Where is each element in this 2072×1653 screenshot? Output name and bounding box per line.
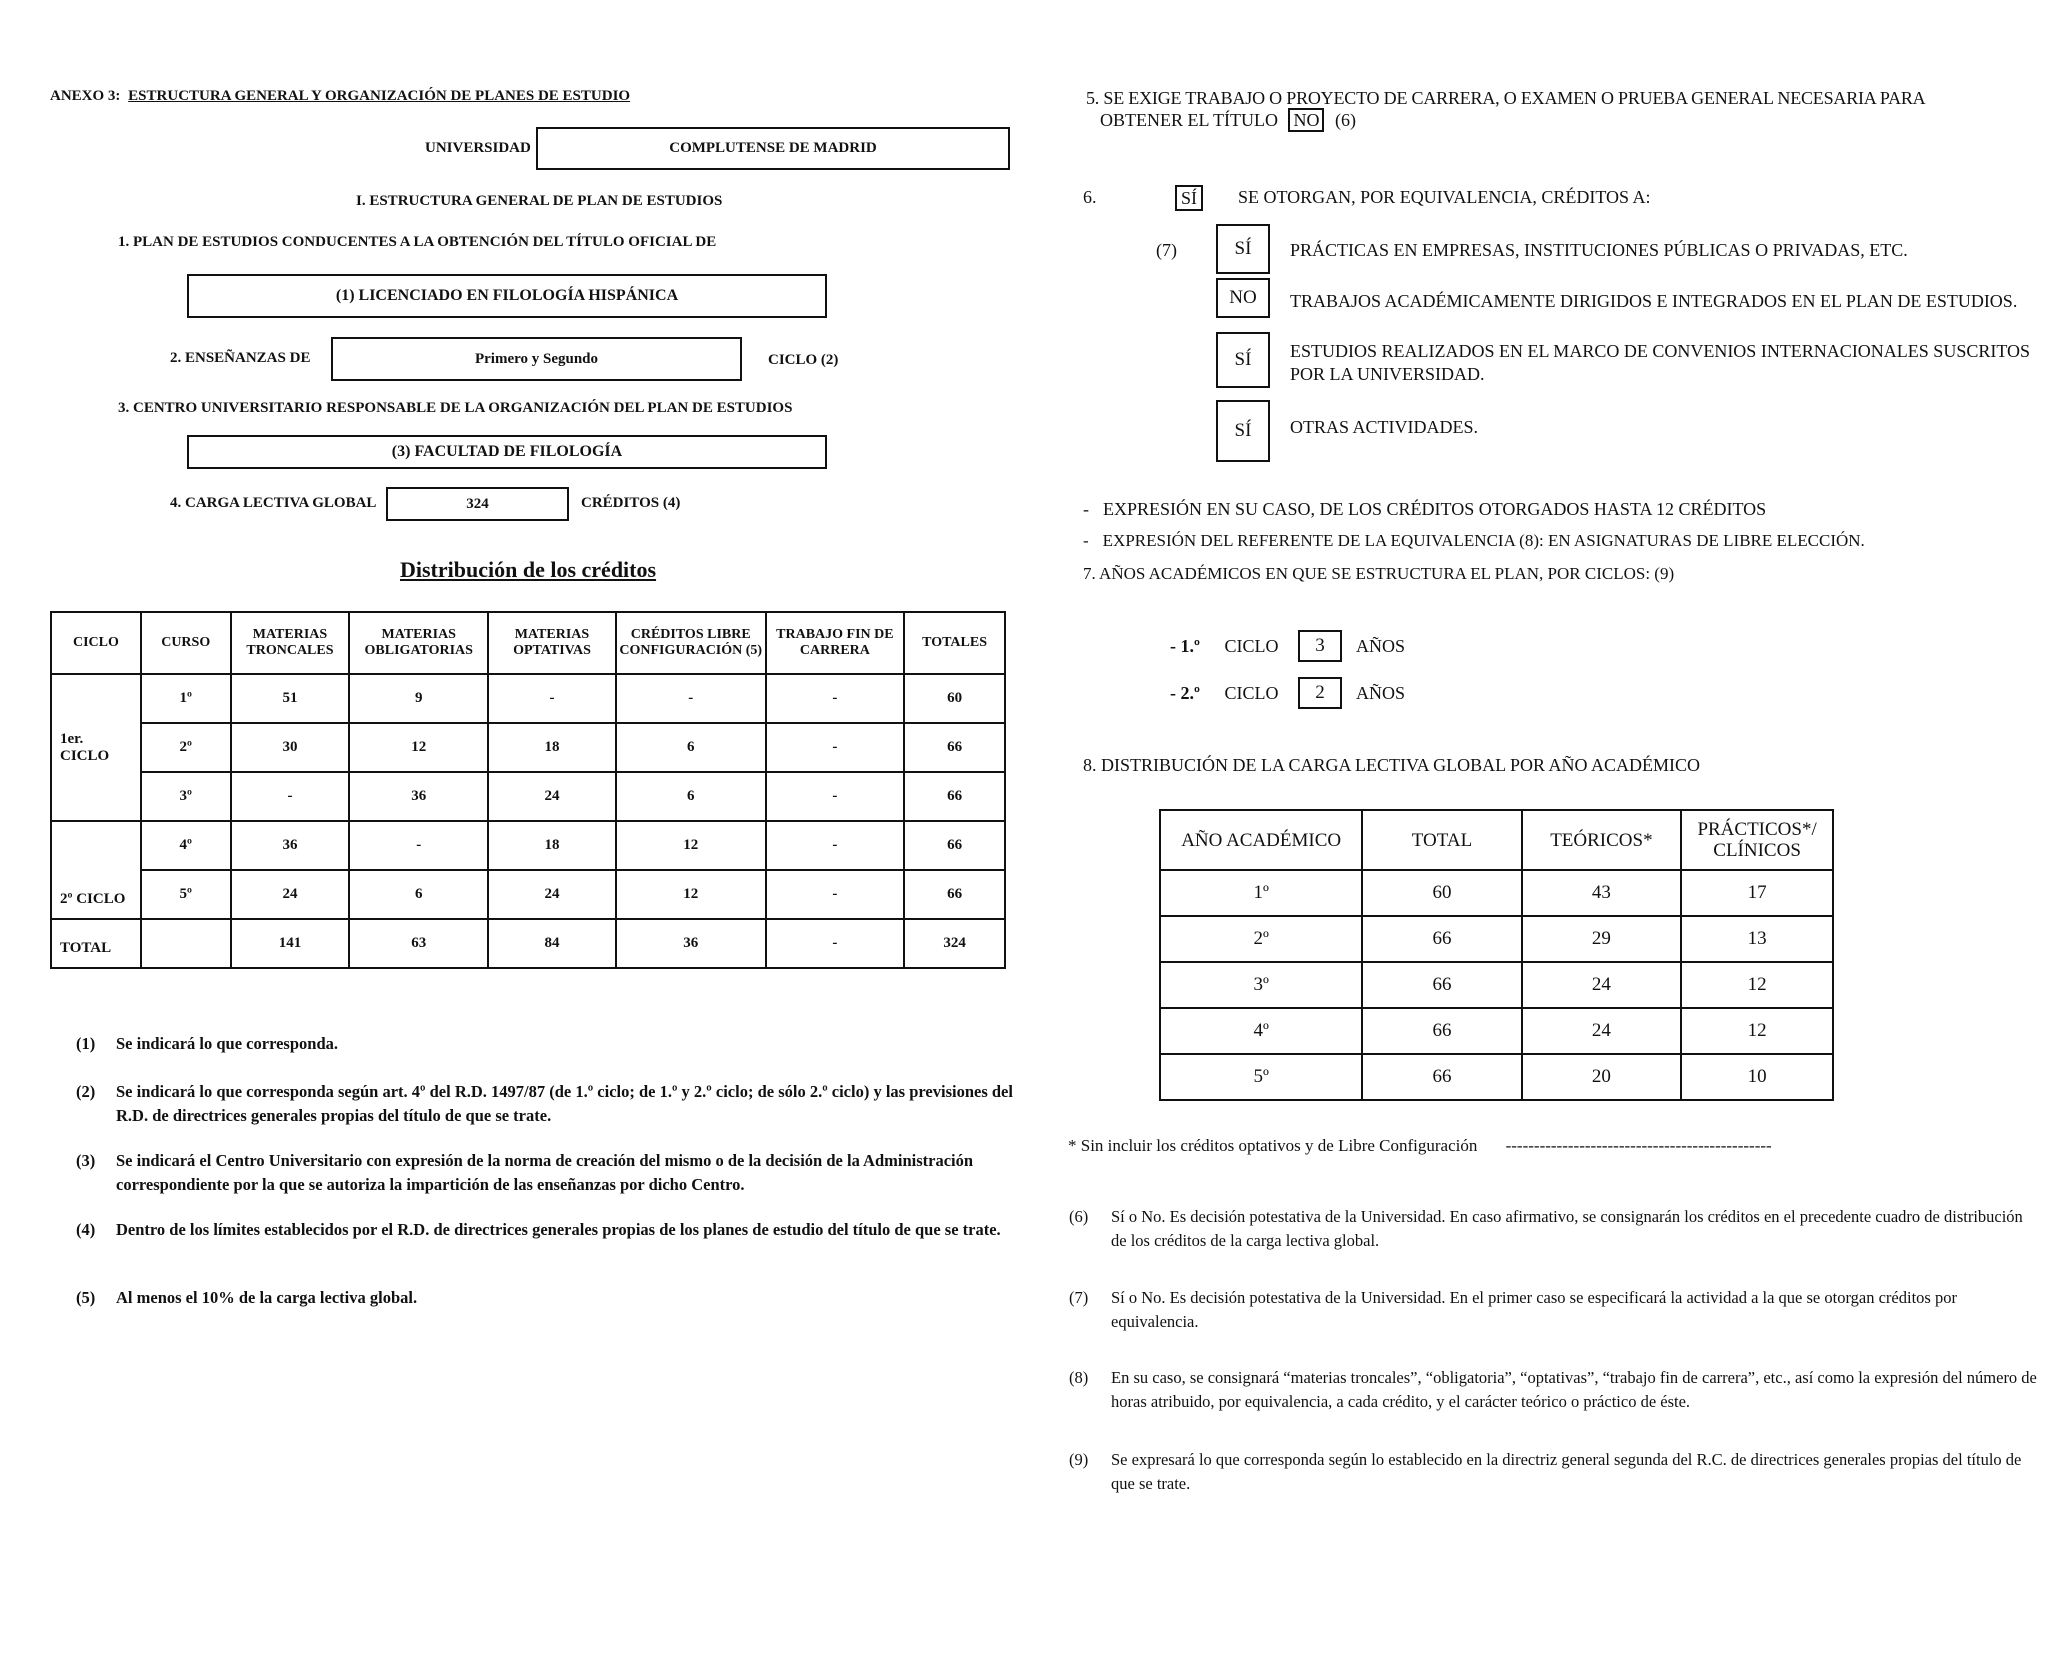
ciclo-label: CICLO (1224, 636, 1279, 656)
year-cell: 1º (1160, 870, 1362, 916)
note-number: (6) (1069, 1207, 1089, 1226)
star-footnote (1068, 1136, 1772, 1156)
right-note-6 (1069, 1205, 2039, 1253)
total-cell: 60 (1362, 870, 1521, 916)
trabajo-cell: - (766, 674, 905, 723)
right-note-8 (1069, 1366, 2039, 1414)
table-total-row (51, 919, 1005, 968)
right-note-7 (1069, 1286, 2039, 1334)
total-curso-cell (141, 919, 231, 968)
distribution-table (50, 611, 1006, 969)
star-footnote-dashes: ----------------------------------------------- (1505, 1136, 1772, 1155)
item7-text: 7. AÑOS ACADÉMICOS EN QUE SE ESTRUCTURA EL PLAN, POR CICLOS: (9) (1083, 564, 1675, 583)
ciclo-1-unit: AÑOS (1356, 636, 1406, 656)
bullet-dash: - (1083, 531, 1089, 550)
equiv-answer-text: NO (1229, 287, 1257, 308)
item6-answer-box: SÍ (1175, 185, 1203, 211)
expresion-1 (1083, 499, 1766, 520)
curso-cell: 3º (141, 772, 231, 821)
total-troncales-cell: 141 (231, 919, 350, 968)
header-teoricos: TEÓRICOS* (1522, 810, 1682, 870)
obligatorias-cell: 36 (349, 772, 488, 821)
table-row (1160, 1008, 1833, 1054)
optativas-cell: 18 (488, 821, 616, 870)
equiv-answer-text: SÍ (1234, 238, 1252, 259)
ciclo-2-unit: AÑOS (1356, 683, 1406, 703)
troncales-cell: 36 (231, 821, 350, 870)
teoricos-cell: 43 (1522, 870, 1682, 916)
table-row (1160, 916, 1833, 962)
ciclo-2-cell (51, 821, 141, 919)
totales-cell: 66 (904, 870, 1005, 919)
practicos-cell: 13 (1681, 916, 1833, 962)
left-note-5 (76, 1286, 1016, 1310)
ciclo-label: CICLO (1224, 683, 1279, 703)
left-note-1 (76, 1032, 1016, 1056)
ciclo-1-cell (51, 674, 141, 821)
year-distribution-table (1159, 809, 1834, 1101)
curso-cell: 2º (141, 723, 231, 772)
item6-text: SE OTORGAN, POR EQUIVALENCIA, CRÉDITOS A: (1238, 187, 1651, 207)
header-curso: CURSO (141, 612, 231, 674)
item5-line2 (1100, 110, 1356, 131)
obligatorias-cell: - (349, 821, 488, 870)
item5-label: OBTENER EL TÍTULO (1100, 110, 1278, 130)
ensenanzas-field (331, 337, 742, 381)
equiv-answer-3 (1216, 332, 1270, 388)
ciclo-row-1 (1170, 636, 1278, 657)
troncales-cell: 51 (231, 674, 350, 723)
obligatorias-cell: 6 (349, 870, 488, 919)
total-cell: 66 (1362, 1008, 1521, 1054)
note-number: (3) (76, 1151, 96, 1170)
titulo-field (187, 274, 827, 318)
anexo-prefix: ANEXO 3: (50, 88, 121, 104)
ciclo-2-label: 2º CICLO (60, 891, 126, 907)
table-row (51, 674, 1005, 723)
teoricos-cell: 20 (1522, 1054, 1682, 1100)
equiv-text-3: ESTUDIOS REALIZADOS EN EL MARCO DE CONVENIOS INTERNACIONALES SUSCRITOS POR LA UNIVERSIDAD. (1290, 341, 2031, 384)
total-label-cell (51, 919, 141, 968)
universidad-field (536, 127, 1010, 170)
teoricos-cell: 24 (1522, 1008, 1682, 1054)
teoricos-cell: 29 (1522, 916, 1682, 962)
ensenanzas-value: Primero y Segundo (474, 350, 599, 367)
table-header-row (51, 612, 1005, 674)
note-number: (8) (1069, 1368, 1089, 1387)
plan-item-1-label: 1. PLAN DE ESTUDIOS CONDUCENTES A LA OBTENCIÓN DEL TÍTULO OFICIAL DE (118, 234, 717, 250)
teoricos-cell: 24 (1522, 962, 1682, 1008)
note-text: Se expresará lo que corresponda según lo establecido en la directriz general segunda del R.C. de directrices generales propias del título de que se trate. (1111, 1450, 2022, 1493)
ciclo-label: CICLO (2) (768, 352, 839, 368)
total-trabajo-cell: - (766, 919, 905, 968)
ciclo-years: 3 (1315, 635, 1325, 656)
item7-note-number: (7) (1156, 240, 1177, 260)
ciclo-years: 2 (1315, 682, 1325, 703)
ciclo-prefix: - 1.º (1170, 636, 1200, 656)
expresion-2 (1083, 531, 1865, 551)
centro-value: (3) FACULTAD DE FILOLOGÍA (391, 443, 623, 460)
trabajo-cell: - (766, 821, 905, 870)
note-text: Dentro de los límites establecidos por el R.D. de directrices generales propias de los planes de estudio del título de que se trate. (116, 1220, 1001, 1239)
note-text: Se indicará lo que corresponda. (116, 1034, 339, 1053)
note-text: Se indicará el Centro Universitario con expresión de la norma de creación del mismo o de la decisión de la Administración correspondiente por la que se autoriza la impartición de las enseñanzas por dicho Centro. (116, 1151, 974, 1194)
header-ciclo: CICLO (51, 612, 141, 674)
table-header-row (1160, 810, 1833, 870)
trabajo-cell: - (766, 870, 905, 919)
ciclo-row-2 (1170, 683, 1278, 704)
practicos-cell: 10 (1681, 1054, 1833, 1100)
section-title: I. ESTRUCTURA GENERAL DE PLAN DE ESTUDIOS (356, 193, 723, 209)
header-libre: CRÉDITOS LIBRE CONFIGURACIÓN (5) (616, 612, 766, 674)
note-text: Al menos el 10% de la carga lectiva global. (116, 1288, 418, 1307)
optativas-cell: 24 (488, 772, 616, 821)
item5-line1: 5. SE EXIGE TRABAJO O PROYECTO DE CARRERA, O EXAMEN O PRUEBA GENERAL NECESARIA PARA (1086, 88, 1926, 108)
trabajo-cell: - (766, 772, 905, 821)
right-note-9 (1069, 1448, 2039, 1496)
note-number: (7) (1069, 1288, 1089, 1307)
note-text: Sí o No. Es decisión potestativa de la Universidad. En el primer caso se especificará la actividad a la que se otorgan créditos por equivalencia. (1111, 1288, 1957, 1331)
note-number: (1) (76, 1034, 96, 1053)
troncales-cell: - (231, 772, 350, 821)
total-libre-cell: 36 (616, 919, 766, 968)
universidad-label: UNIVERSIDAD (425, 140, 531, 156)
anexo-title: ESTRUCTURA GENERAL Y ORGANIZACIÓN DE PLANES DE ESTUDIO (128, 88, 631, 104)
obligatorias-cell: 9 (349, 674, 488, 723)
plan-item-2-label: 2. ENSEÑANZAS DE (170, 350, 311, 366)
note-number: (9) (1069, 1450, 1089, 1469)
totales-cell: 66 (904, 821, 1005, 870)
curso-cell: 1º (141, 674, 231, 723)
troncales-cell: 30 (231, 723, 350, 772)
table-row (51, 723, 1005, 772)
equiv-answer-2 (1216, 278, 1270, 318)
total-optativas-cell: 84 (488, 919, 616, 968)
universidad-value: COMPLUTENSE DE MADRID (669, 140, 877, 156)
titulo-value: (1) LICENCIADO EN FILOLOGÍA HISPÁNICA (335, 287, 679, 304)
table-row (1160, 870, 1833, 916)
total-cell: 66 (1362, 916, 1521, 962)
libre-cell: 6 (616, 723, 766, 772)
note-number: (5) (76, 1288, 96, 1307)
practicos-cell: 17 (1681, 870, 1833, 916)
totales-cell: 66 (904, 772, 1005, 821)
totales-cell: 60 (904, 674, 1005, 723)
year-cell: 3º (1160, 962, 1362, 1008)
carga-value: 324 (466, 495, 489, 512)
header-ano: AÑO ACADÉMICO (1160, 810, 1362, 870)
item8-text: 8. DISTRIBUCIÓN DE LA CARGA LECTIVA GLOBAL POR AÑO ACADÉMICO (1083, 755, 1701, 775)
practicos-cell: 12 (1681, 962, 1833, 1008)
note-text: En su caso, se consignará “materias troncales”, “obligatoria”, “optativas”, “trabajo fin de carrera”, etc., así como la expresión del número de horas atribuido, por equivalencia, a cada crédito, y el carácter teórico o práctico de éste. (1111, 1368, 2037, 1411)
item5-note: (6) (1334, 110, 1356, 130)
year-cell: 2º (1160, 916, 1362, 962)
plan-item-4-label: 4. CARGA LECTIVA GLOBAL (170, 495, 377, 511)
left-note-3 (76, 1149, 1016, 1197)
ciclo-1-years-box (1298, 630, 1342, 662)
creditos-label: CRÉDITOS (4) (581, 495, 681, 511)
obligatorias-cell: 12 (349, 723, 488, 772)
totales-cell: 66 (904, 723, 1005, 772)
total-totales-cell: 324 (904, 919, 1005, 968)
libre-cell: 12 (616, 870, 766, 919)
equiv-answer-text: SÍ (1234, 420, 1252, 441)
star-footnote-text: * Sin incluir los créditos optativos y de Libre Configuración (1068, 1136, 1478, 1155)
libre-cell: 12 (616, 821, 766, 870)
total-cell: 66 (1362, 1054, 1521, 1100)
anexo-heading (50, 88, 630, 105)
note-text: Sí o No. Es decisión potestativa de la Universidad. En caso afirmativo, se consignarán los créditos en el precedente cuadro de distribución de los créditos de la carga lectiva global. (1111, 1207, 2023, 1250)
year-cell: 4º (1160, 1008, 1362, 1054)
item5-answer-box: NO (1288, 108, 1324, 132)
practicos-cell: 12 (1681, 1008, 1833, 1054)
table-row (51, 772, 1005, 821)
equiv-text-1: PRÁCTICAS EN EMPRESAS, INSTITUCIONES PÚBLICAS O PRIVADAS, ETC. (1290, 240, 1908, 260)
bullet-dash: - (1083, 499, 1089, 519)
optativas-cell: - (488, 674, 616, 723)
left-note-4 (76, 1218, 1016, 1242)
header-total: TOTAL (1362, 810, 1521, 870)
note-text: Se indicará lo que corresponda según art. 4º del R.D. 1497/87 (de 1.º ciclo; de 1.º y 2.º ciclo; de sólo 2.º ciclo) y las previsiones del R.D. de directrices generales propias del título de que se trate. (116, 1082, 1013, 1125)
header-trabajo: TRABAJO FIN DE CARRERA (766, 612, 905, 674)
header-optativas: MATERIAS OPTATIVAS (488, 612, 616, 674)
curso-cell: 4º (141, 821, 231, 870)
table-row (1160, 962, 1833, 1008)
libre-cell: 6 (616, 772, 766, 821)
centro-field (187, 435, 827, 469)
curso-cell: 5º (141, 870, 231, 919)
year-cell: 5º (1160, 1054, 1362, 1100)
note-number: (4) (76, 1220, 96, 1239)
item6-number: 6. (1083, 187, 1097, 207)
ciclo-2-years-box (1298, 677, 1342, 709)
plan-item-3-label: 3. CENTRO UNIVERSITARIO RESPONSABLE DE LA ORGANIZACIÓN DEL PLAN DE ESTUDIOS (118, 400, 793, 416)
expresion-1-text: EXPRESIÓN EN SU CASO, DE LOS CRÉDITOS OTORGADOS HASTA 12 CRÉDITOS (1103, 499, 1767, 519)
equiv-answer-1 (1216, 224, 1270, 274)
total-label: TOTAL (60, 940, 112, 956)
trabajo-cell: - (766, 723, 905, 772)
header-troncales: MATERIAS TRONCALES (231, 612, 350, 674)
ciclo-prefix: - 2.º (1170, 683, 1200, 703)
equiv-answer-text: SÍ (1234, 349, 1252, 370)
distribution-title: Distribución de los créditos (400, 557, 657, 582)
ciclo-1-label: 1er. CICLO (60, 730, 110, 764)
expresion-2-text: EXPRESIÓN DEL REFERENTE DE LA EQUIVALENCIA (8): EN ASIGNATURAS DE LIBRE ELECCIÓN. (1102, 531, 1865, 550)
optativas-cell: 18 (488, 723, 616, 772)
table-row (1160, 1054, 1833, 1100)
table-row (51, 821, 1005, 870)
total-cell: 66 (1362, 962, 1521, 1008)
libre-cell: - (616, 674, 766, 723)
header-totales: TOTALES (904, 612, 1005, 674)
troncales-cell: 24 (231, 870, 350, 919)
note-number: (2) (76, 1082, 96, 1101)
header-practicos: PRÁCTICOS*/ CLÍNICOS (1681, 810, 1833, 870)
equiv-text-4: OTRAS ACTIVIDADES. (1290, 417, 1479, 437)
total-obligatorias-cell: 63 (349, 919, 488, 968)
optativas-cell: 24 (488, 870, 616, 919)
table-row (51, 870, 1005, 919)
equiv-text-2: TRABAJOS ACADÉMICAMENTE DIRIGIDOS E INTEGRADOS EN EL PLAN DE ESTUDIOS. (1290, 291, 2018, 311)
equiv-answer-4 (1216, 400, 1270, 462)
header-obligatorias: MATERIAS OBLIGATORIAS (349, 612, 488, 674)
left-note-2 (76, 1080, 1016, 1128)
carga-field (386, 487, 569, 521)
